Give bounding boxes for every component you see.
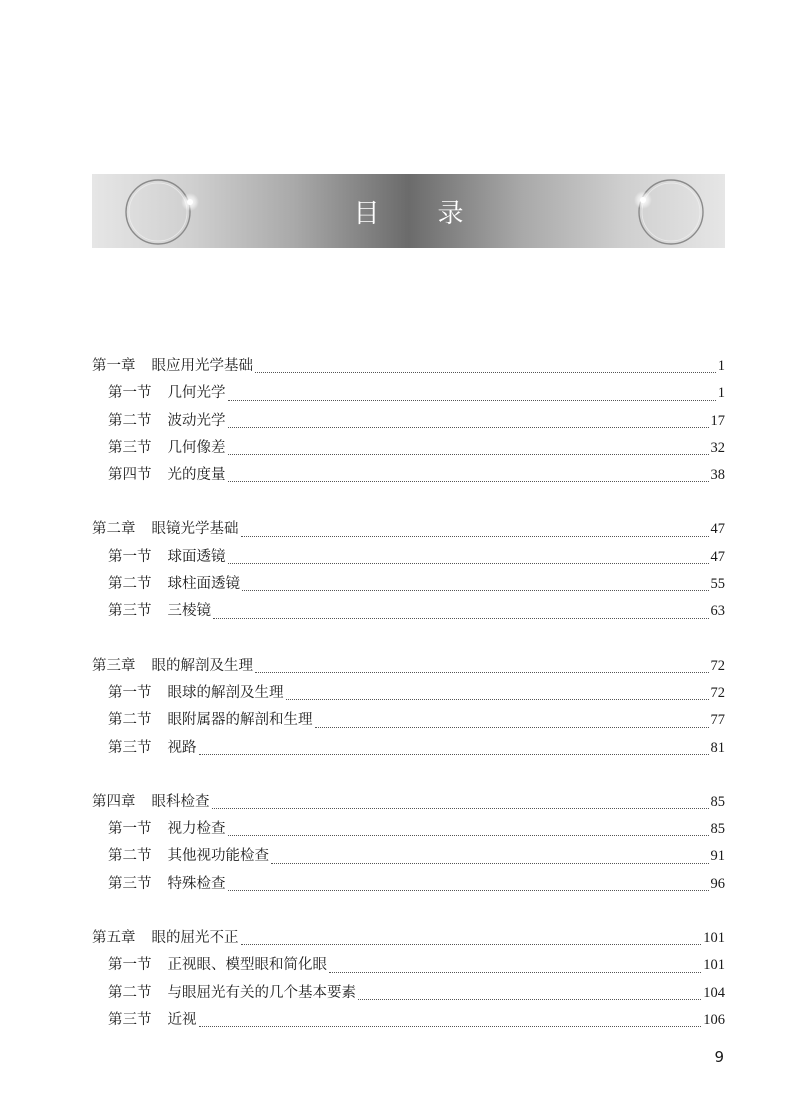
dot-leader: [212, 808, 709, 809]
dot-leader: [255, 672, 709, 673]
toc-chapter: [92, 517, 725, 626]
section-title: 特殊检查: [167, 875, 226, 892]
section-number: 第三节: [108, 739, 152, 756]
page-ref: 77: [710, 712, 725, 729]
dot-leader: [228, 835, 709, 836]
dot-leader: [228, 427, 709, 428]
page-ref: 104: [703, 984, 725, 1001]
toc-section-entry[interactable]: [92, 381, 725, 408]
toc-chapter-entry[interactable]: [92, 926, 725, 953]
toc-chapter: [92, 790, 725, 899]
section-title: 光的度量: [167, 467, 226, 484]
toc-section-entry[interactable]: [92, 981, 725, 1008]
toc-chapter-entry[interactable]: [92, 517, 725, 544]
section-title: 波动光学: [167, 412, 226, 429]
chapter-title: 眼的屈光不正: [151, 930, 239, 947]
page-ref: 85: [710, 793, 725, 810]
page-title: 目录: [353, 198, 522, 229]
toc-section-entry[interactable]: [92, 409, 725, 436]
dot-leader: [241, 944, 702, 945]
toc-section-entry[interactable]: [92, 572, 725, 599]
toc-section-entry[interactable]: [92, 817, 725, 844]
lens-ring-decoration-right: [605, 174, 715, 248]
toc-section-entry[interactable]: [92, 599, 725, 626]
section-number: 第三节: [108, 603, 152, 620]
page-ref: 81: [710, 739, 725, 756]
page-ref: 1: [717, 385, 725, 402]
page-ref: 32: [710, 439, 725, 456]
toc-section-entry[interactable]: [92, 463, 725, 490]
dot-leader: [228, 481, 709, 482]
dot-leader: [242, 590, 709, 591]
page-ref: 91: [710, 848, 725, 865]
chapter-title: 眼科检查: [151, 793, 210, 810]
section-title: 眼附属器的解剖和生理: [167, 712, 313, 729]
toc-section-entry[interactable]: [92, 436, 725, 463]
page-ref: 63: [710, 603, 725, 620]
section-number: 第二节: [108, 412, 152, 429]
page-ref: 47: [710, 521, 725, 538]
toc-section-entry[interactable]: [92, 708, 725, 735]
dot-leader: [199, 1026, 702, 1027]
chapter-number: 第四章: [92, 793, 136, 810]
chapter-number: 第一章: [92, 358, 136, 374]
page-ref: 101: [703, 930, 725, 947]
section-title: 眼球的解剖及生理: [167, 684, 284, 701]
toc-section-entry[interactable]: [92, 872, 725, 899]
page-ref: 96: [710, 875, 725, 892]
section-title: 与眼屈光有关的几个基本要素: [167, 984, 356, 1001]
dot-leader: [241, 536, 709, 537]
section-number: 第三节: [108, 1011, 152, 1028]
page-ref: 55: [710, 576, 725, 593]
toc-section-entry[interactable]: [92, 1008, 725, 1035]
dot-leader: [213, 618, 709, 619]
page-ref: 72: [710, 684, 725, 701]
section-number: 第一节: [108, 821, 152, 838]
table-of-contents: [92, 354, 725, 1035]
dot-leader: [228, 890, 709, 891]
page-ref: 47: [710, 548, 725, 565]
chapter-title: 眼应用光学基础: [151, 358, 253, 374]
section-title: 球柱面透镜: [167, 576, 240, 593]
page-number: 9: [714, 1048, 724, 1066]
toc-header-banner: [92, 174, 725, 248]
chapter-number: 第二章: [92, 521, 136, 538]
section-number: 第二节: [108, 984, 152, 1001]
chapter-title: 眼镜光学基础: [151, 521, 239, 538]
page-ref: 85: [710, 821, 725, 838]
dot-leader: [199, 754, 709, 755]
section-number: 第二节: [108, 712, 152, 729]
section-number: 第二节: [108, 576, 152, 593]
dot-leader: [228, 563, 709, 564]
page-ref: 1: [717, 358, 725, 374]
toc-section-entry[interactable]: [92, 844, 725, 871]
dot-leader: [255, 372, 716, 373]
page-ref: 17: [710, 412, 725, 429]
toc-section-entry[interactable]: [92, 736, 725, 763]
toc-chapter-entry[interactable]: [92, 354, 725, 381]
page-ref: 38: [710, 467, 725, 484]
section-title: 近视: [167, 1011, 197, 1028]
page-ref: 72: [710, 657, 725, 674]
section-number: 第三节: [108, 439, 152, 456]
chapter-number: 第五章: [92, 930, 136, 947]
section-title: 几何像差: [167, 439, 226, 456]
toc-section-entry[interactable]: [92, 545, 725, 572]
section-title: 球面透镜: [167, 548, 226, 565]
section-number: 第一节: [108, 385, 152, 402]
section-title: 其他视功能检查: [167, 848, 269, 865]
page-ref: 106: [703, 1011, 725, 1028]
toc-section-entry[interactable]: [92, 681, 725, 708]
dot-leader: [315, 727, 709, 728]
dot-leader: [358, 999, 701, 1000]
dot-leader: [271, 863, 709, 864]
toc-chapter: [92, 654, 725, 763]
chapter-number: 第三章: [92, 657, 136, 674]
section-number: 第一节: [108, 957, 152, 974]
dot-leader: [286, 699, 709, 700]
section-title: 三棱镜: [167, 603, 211, 620]
section-title: 视力检查: [167, 821, 226, 838]
dot-leader: [228, 454, 709, 455]
section-number: 第三节: [108, 875, 152, 892]
toc-section-entry[interactable]: [92, 953, 725, 980]
toc-chapter-entry[interactable]: [92, 654, 725, 681]
section-number: 第一节: [108, 684, 152, 701]
section-title: 几何光学: [167, 385, 226, 402]
section-title: 正视眼、模型眼和简化眼: [167, 957, 327, 974]
dot-leader: [329, 972, 701, 973]
toc-chapter: [92, 354, 725, 490]
section-number: 第二节: [108, 848, 152, 865]
section-number: 第四节: [108, 467, 152, 484]
section-title: 视路: [167, 739, 197, 756]
chapter-title: 眼的解剖及生理: [151, 657, 253, 674]
dot-leader: [228, 400, 716, 401]
section-number: 第一节: [108, 548, 152, 565]
page-ref: 101: [703, 957, 725, 974]
toc-chapter: [92, 926, 725, 1035]
toc-chapter-entry[interactable]: [92, 790, 725, 817]
